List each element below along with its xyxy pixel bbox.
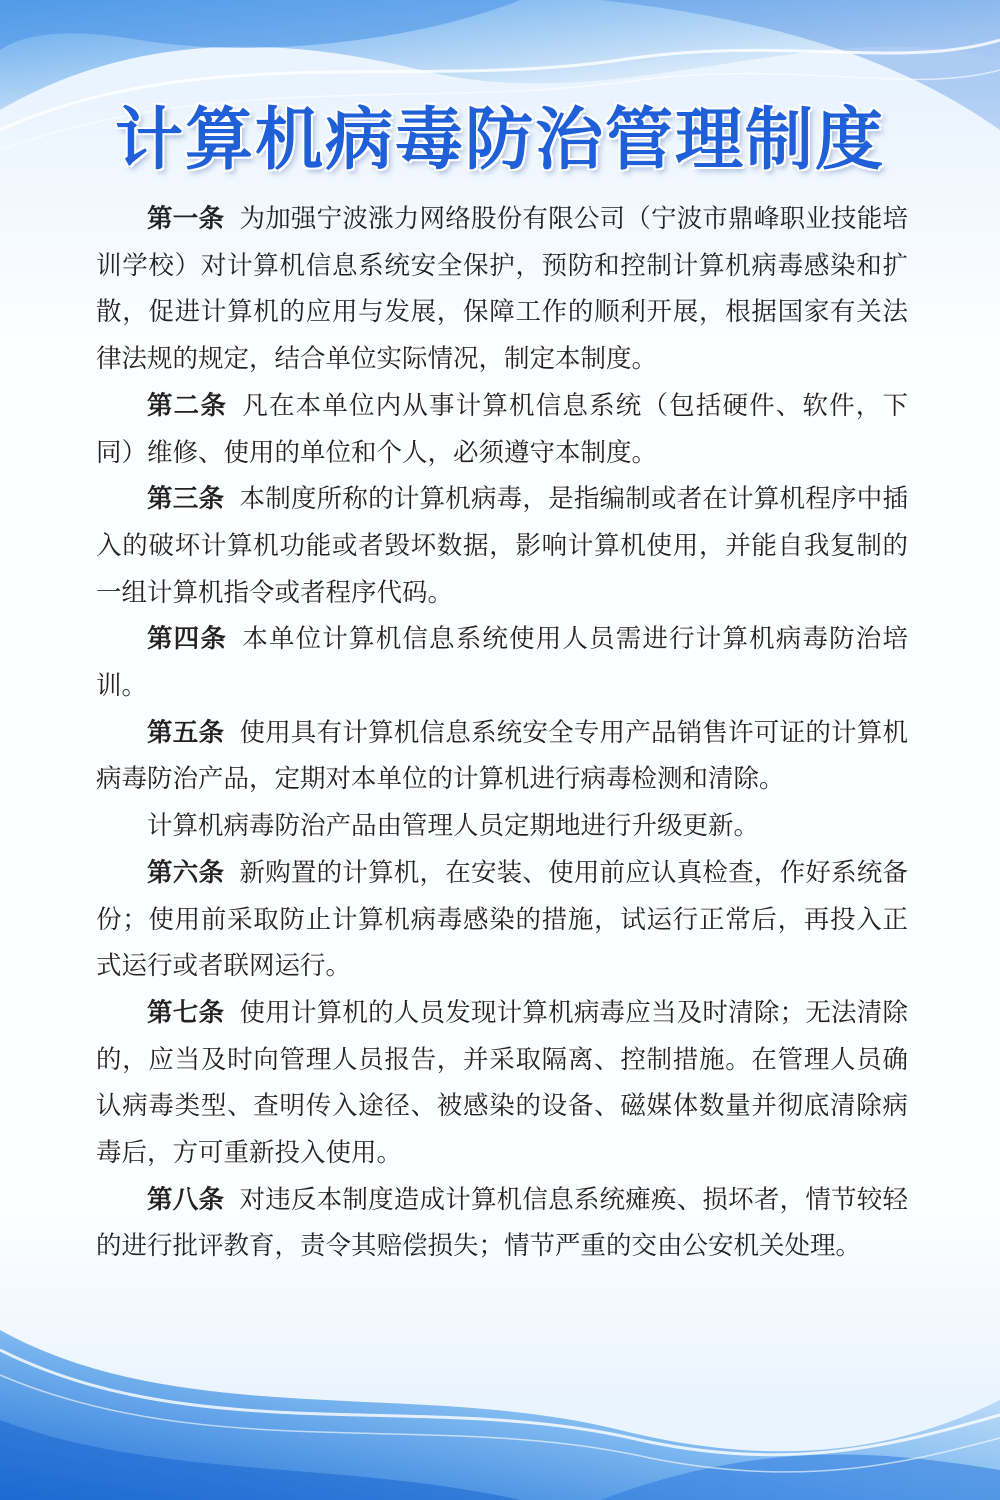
article-text: 凡在本单位内从事计算机信息系统（包括硬件、软件，下同）维修、使用的单位和个人，必须遵守本制度。 xyxy=(96,390,908,468)
article-number: 第五条 xyxy=(147,717,225,748)
article-number: 第一条 xyxy=(147,204,225,234)
article-7 xyxy=(96,990,908,1177)
article-3 xyxy=(96,476,908,616)
article-text: 对违反本制度造成计算机信息系统瘫痪、损坏者，情节较轻的进行批评教育，责令其赔偿损失；情节严重的交由公安机关处理。 xyxy=(96,1184,908,1262)
article-2 xyxy=(96,383,908,476)
article-8 xyxy=(96,1177,908,1270)
article-1 xyxy=(96,196,908,383)
article-text: 本单位计算机信息系统使用人员需进行计算机病毒防治培训。 xyxy=(96,624,908,702)
article-number: 第二条 xyxy=(147,390,228,421)
article-text: 使用具有计算机信息系统安全专用产品销售许可证的计算机病毒防治产品，定期对本单位的计算机进行病毒检测和清除。 xyxy=(96,717,908,795)
article-text: 为加强宁波涨力网络股份有限公司（宁波市鼎峰职业技能培训学校）对计算机信息系统安全保护，预防和控制计算机病毒感染和扩散，促进计算机的应用与发展，保障工作的顺利开展，根据国家有关法律法规的规定，结合单位实际情况，制定本制度。 xyxy=(96,204,908,375)
article-5 xyxy=(96,710,908,803)
article-5-continuation xyxy=(96,803,908,850)
article-number: 第三条 xyxy=(147,484,225,515)
page-title: 计算机病毒防治管理制度 xyxy=(114,101,885,180)
article-text: 计算机病毒防治产品由管理人员定期地进行升级更新。 xyxy=(147,811,760,842)
article-number: 第八条 xyxy=(147,1184,225,1215)
article-text: 使用计算机的人员发现计算机病毒应当及时清除；无法清除的，应当及时向管理人员报告，并采取隔离、控制措施。在管理人员确认病毒类型、查明传入途径、被感染的设备、磁媒体数量并彻底清除病毒后，方可重新投入使用。 xyxy=(96,997,908,1169)
article-text: 本制度所称的计算机病毒，是指编制或者在计算机程序中插入的破坏计算机功能或者毁坏数据，影响计算机使用，并能自我复制的一组计算机指令或者程序代码。 xyxy=(96,484,908,608)
article-4 xyxy=(96,616,908,709)
article-number: 第六条 xyxy=(147,857,225,888)
article-6 xyxy=(96,850,908,990)
article-number: 第七条 xyxy=(147,997,225,1028)
article-number: 第四条 xyxy=(147,624,228,655)
article-text: 新购置的计算机，在安装、使用前应认真检查，作好系统备份；使用前采取防止计算机病毒感染的措施，试运行正常后，再投入正式运行或者联网运行。 xyxy=(96,857,908,982)
regulation-body xyxy=(96,196,908,1270)
